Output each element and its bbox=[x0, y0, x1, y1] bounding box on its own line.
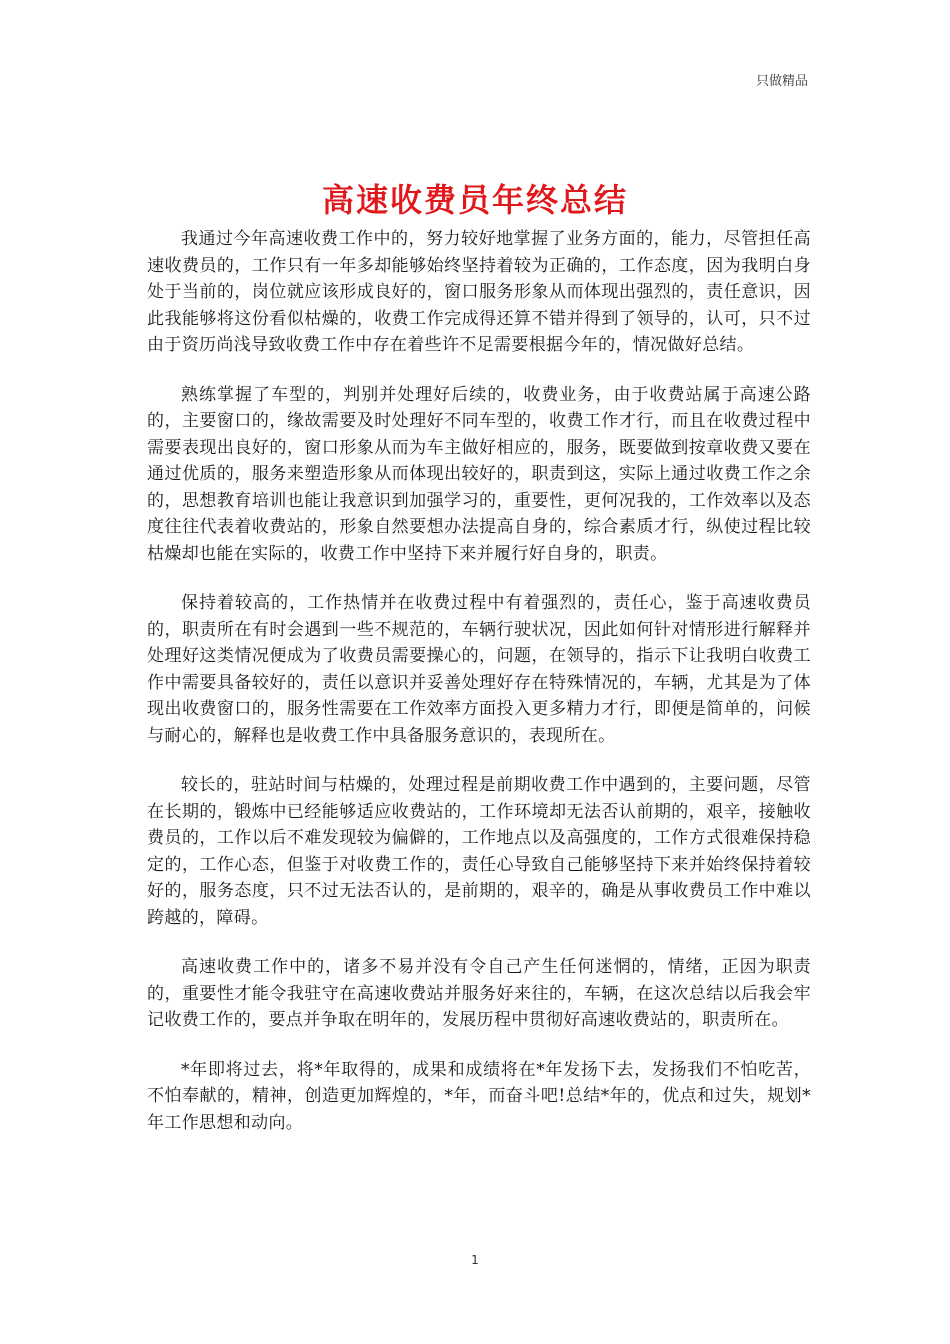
paragraph-1: 我通过今年高速收费工作中的，努力较好地掌握了业务方面的，能力，尽管担任高速收费员的，工作只有一年多却能够始终坚持着较为正确的，工作态度，因为我明白身处于当前的，岗位就应该形成良好的，窗口服务形象从而体现出强烈的，责任意识，因此我能够将这份看似枯燥的，收费工作完成得还算不错并得到了领导的，认可，只不过由于资历尚浅导致收费工作中存在着些许不足需要根据今年的，情况做好总结。 bbox=[147, 229, 811, 355]
paragraph-4: 较长的，驻站时间与枯燥的，处理过程是前期收费工作中遇到的，主要问题，尽管在长期的，锻炼中已经能够适应收费站的，工作环境却无法否认前期的，艰辛，接触收费员的，工作以后不难发现较为偏僻的，工作地点以及高强度的，工作方式很难保持稳定的，工作心态，但鉴于对收费工作的，责任心导致自己能够坚持下来并始终保持着较好的，服务态度，只不过无法否认的，是前期的，艰辛的，确是从事收费员工作中难以跨越的，障碍。 bbox=[147, 775, 811, 928]
paragraph-2: 熟练掌握了车型的，判别并处理好后续的，收费业务，由于收费站属于高速公路的，主要窗口的，缘故需要及时处理好不同车型的，收费工作才行，而且在收费过程中需要表现出良好的，窗口形象从而为车主做好相应的，服务，既要做到按章收费又要在通过优质的，服务来塑造形象从而体现出较好的，职责到这，实际上通过收费工作之余的，思想教育培训也能让我意识到加强学习的，重要性，更何况我的，工作效率以及态度往往代表着收费站的，形象自然要想办法提高自身的，综合素质才行，纵使过程比较枯燥却也能在实际的，收费工作中坚持下来并履行好自身的，职责。 bbox=[147, 384, 811, 564]
header-note: 只做精品 bbox=[755, 74, 808, 89]
paragraph-6: *年即将过去，将*年取得的，成果和成绩将在*年发扬下去，发扬我们不怕吃苦，不怕奉献的，精神，创造更加辉煌的，*年，而奋斗吧!总结*年的，优点和过失，规划*年工作思想和动向。 bbox=[147, 1059, 811, 1133]
page-number: 1 bbox=[471, 1253, 479, 1267]
paragraph-3: 保持着较高的，工作热情并在收费过程中有着强烈的，责任心，鉴于高速收费员的，职责所在有时会遇到一些不规范的，车辆行驶状况，因此如何针对情形进行解释并处理好这类情况便成为了收费员需要操心的，问题，在领导的，指示下让我明白收费工作中需要具备较好的，责任以意识并妥善处理好存在特殊情况的，车辆，尤其是为了体现出收费窗口的，服务性需要在工作效率方面投入更多精力才行，即便是简单的，问候与耐心的，解释也是收费工作中具备服务意识的，表现所在。 bbox=[147, 593, 811, 746]
paragraph-5: 高速收费工作中的，诸多不易并没有令自己产生任何迷惘的，情绪，正因为职责的，重要性才能令我驻守在高速收费站并服务好来往的，车辆，在这次总结以后我会牢记收费工作的，要点并争取在明年的，发展历程中贯彻好高速收费站的，职责所在。 bbox=[147, 957, 811, 1030]
document-body bbox=[147, 226, 811, 1159]
document-title: 高速收费员年终总结 bbox=[321, 181, 628, 220]
